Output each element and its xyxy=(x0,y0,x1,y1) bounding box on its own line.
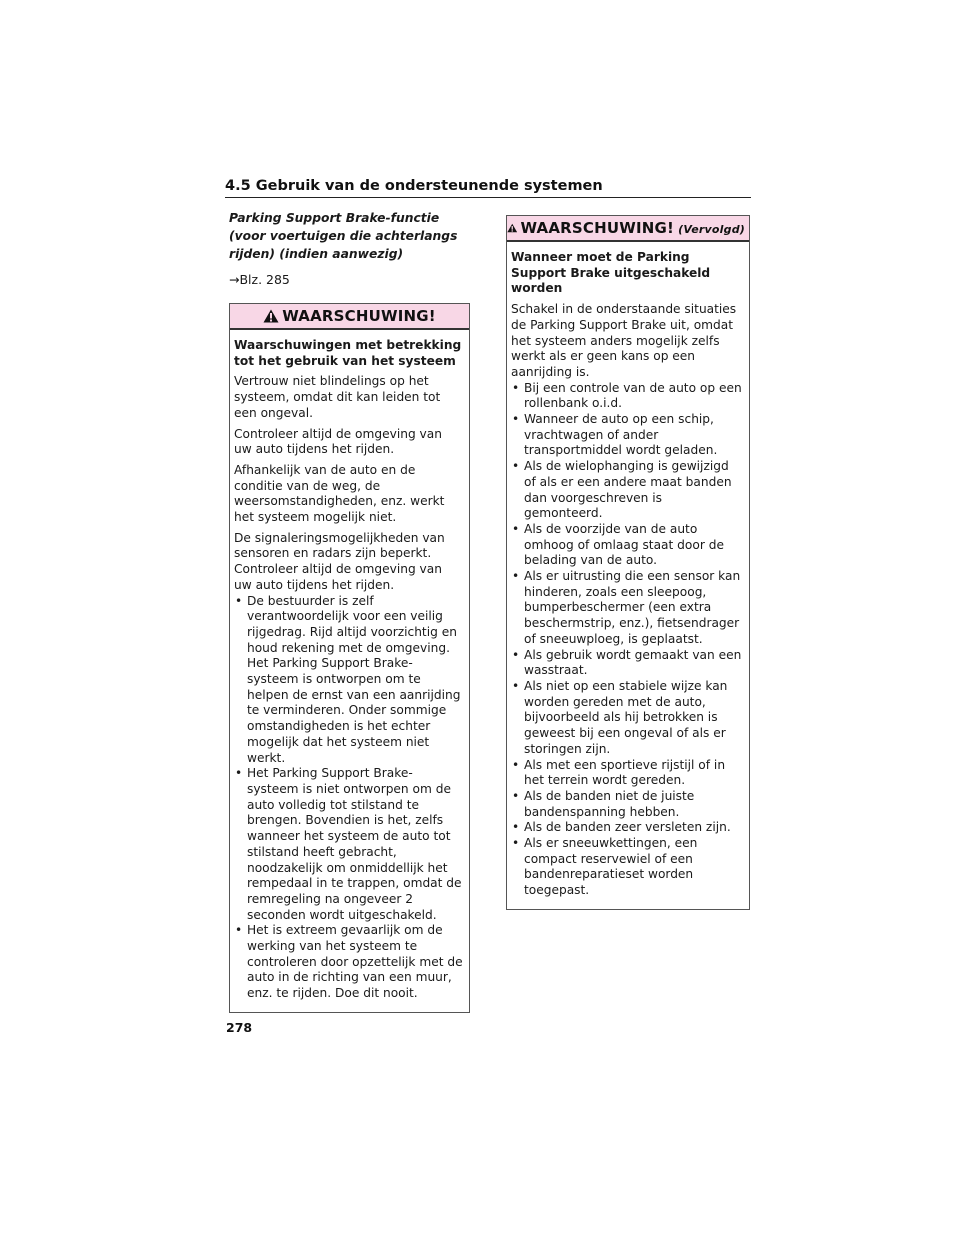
warning-bullet-list xyxy=(234,594,463,1002)
list-item: • Als gebruik wordt gemaakt van een wasstraat. xyxy=(511,648,743,679)
list-item: • Wanneer de auto op een schip, vrachtwagen of ander transportmiddel wordt geladen. xyxy=(511,412,743,459)
warning-header xyxy=(230,304,469,330)
continued-label: (Vervolgd) xyxy=(678,222,745,236)
subsection-title: Parking Support Brake-functie (voor voertuigen die achterlangs rijden) (indien aanwezig) xyxy=(229,211,458,261)
list-item: • Als de voorzijde van de auto omhoog of omlaag staat door de belading van de auto. xyxy=(511,522,743,569)
warning-box-continued xyxy=(506,215,750,910)
warning-paragraph: Schakel in de onderstaande situaties de Parking Support Brake uit, omdat het systeem anders mogelijk zelfs werkt als er geen kans op een aanrijding is. xyxy=(511,302,737,379)
warning-body xyxy=(230,330,469,1012)
list-item: • Als de banden niet de juiste bandenspanning hebben. xyxy=(511,789,743,820)
page-number: 278 xyxy=(226,1020,253,1035)
warning-box xyxy=(229,303,470,1013)
warning-paragraph: Afhankelijk van de auto en de conditie van de weg, de weersomstandigheden, enz. werkt het systeem mogelijk niet. xyxy=(234,462,445,525)
list-item: • Het is extreem gevaarlijk om de werking van het systeem te controleren door opzettelijk met de auto in de richting van een muur, enz. te rijden. Doe dit nooit. xyxy=(234,923,463,1002)
warning-triangle-icon xyxy=(507,221,517,235)
list-item: • Het Parking Support Brake-systeem is niet ontworpen om de auto volledig tot stilstand te brengen. Bovendien is het, zelfs wanneer het systeem de auto tot stilstand heeft gebracht, noodzakelijk om onmiddellijk het rempedaal in te trappen, omdat de remregeling na ongeveer 2 seconden wordt uitgeschakeld. xyxy=(234,766,463,923)
warning-paragraph: Controleer altijd de omgeving van uw auto tijdens het rijden. xyxy=(234,426,442,457)
list-item: • Als de wielophanging is gewijzigd of als er een andere maat banden dan voorgeschreven is gemonteerd. xyxy=(511,459,743,522)
warning-paragraph: De signaleringsmogelijkheden van sensoren en radars zijn beperkt. Controleer altijd de omgeving van uw auto tijdens het rijden. xyxy=(234,530,445,592)
warning-header xyxy=(507,216,749,242)
list-item: • Als met een sportieve rijstijl of in het terrein wordt gereden. xyxy=(511,758,743,789)
warning-paragraph: Vertrouw niet blindelings op het systeem, omdat dit kan leiden tot een ongeval. xyxy=(234,374,441,420)
warning-body xyxy=(507,242,749,909)
warning-bullet-list xyxy=(511,381,743,899)
warning-title: Wanneer moet de Parking Support Brake uitgeschakeld worden xyxy=(511,250,711,296)
right-column xyxy=(506,215,750,910)
section-header: 4.5 Gebruik van de ondersteunende systemen xyxy=(225,178,751,198)
list-item: • De bestuurder is zelf verantwoordelijk voor een veilig rijgedrag. Rijd altijd voorzichtig en houd rekening met de omgeving. Het Parking Support Brake-systeem is ontworpen om te helpen de ernst van een aanrijding te verminderen. Onder sommige omstandigheden is het echter mogelijk dat het systeem niet werkt. xyxy=(234,594,463,767)
page-reference-link[interactable]: →Blz. 285 xyxy=(229,272,290,287)
list-item: • Als er sneeuwkettingen, een compact reservewiel of een bandenreparatieset worden toegepast. xyxy=(511,836,743,899)
list-item: • Als niet op een stabiele wijze kan worden gereden met de auto, bijvoorbeeld als hij betrokken is geweest bij een ongeval of als er storingen zijn. xyxy=(511,679,743,758)
list-item: • Als er uitrusting die een sensor kan hinderen, zoals een sleepoog, bumperbeschermer (een extra beschermstrip, enz.), fietsendrager of sneeuwploeg, is geplaatst. xyxy=(511,569,743,648)
warning-label: WAARSCHUWING! xyxy=(282,307,436,325)
warning-title: Waarschuwingen met betrekking tot het gebruik van het systeem xyxy=(234,338,462,368)
warning-label: WAARSCHUWING! xyxy=(520,219,675,237)
list-item: • Bij een controle van de auto op een rollenbank o.i.d. xyxy=(511,381,743,412)
left-column xyxy=(229,209,470,1013)
list-item: • Als de banden zeer versleten zijn. xyxy=(511,820,743,836)
warning-triangle-icon xyxy=(263,309,279,323)
